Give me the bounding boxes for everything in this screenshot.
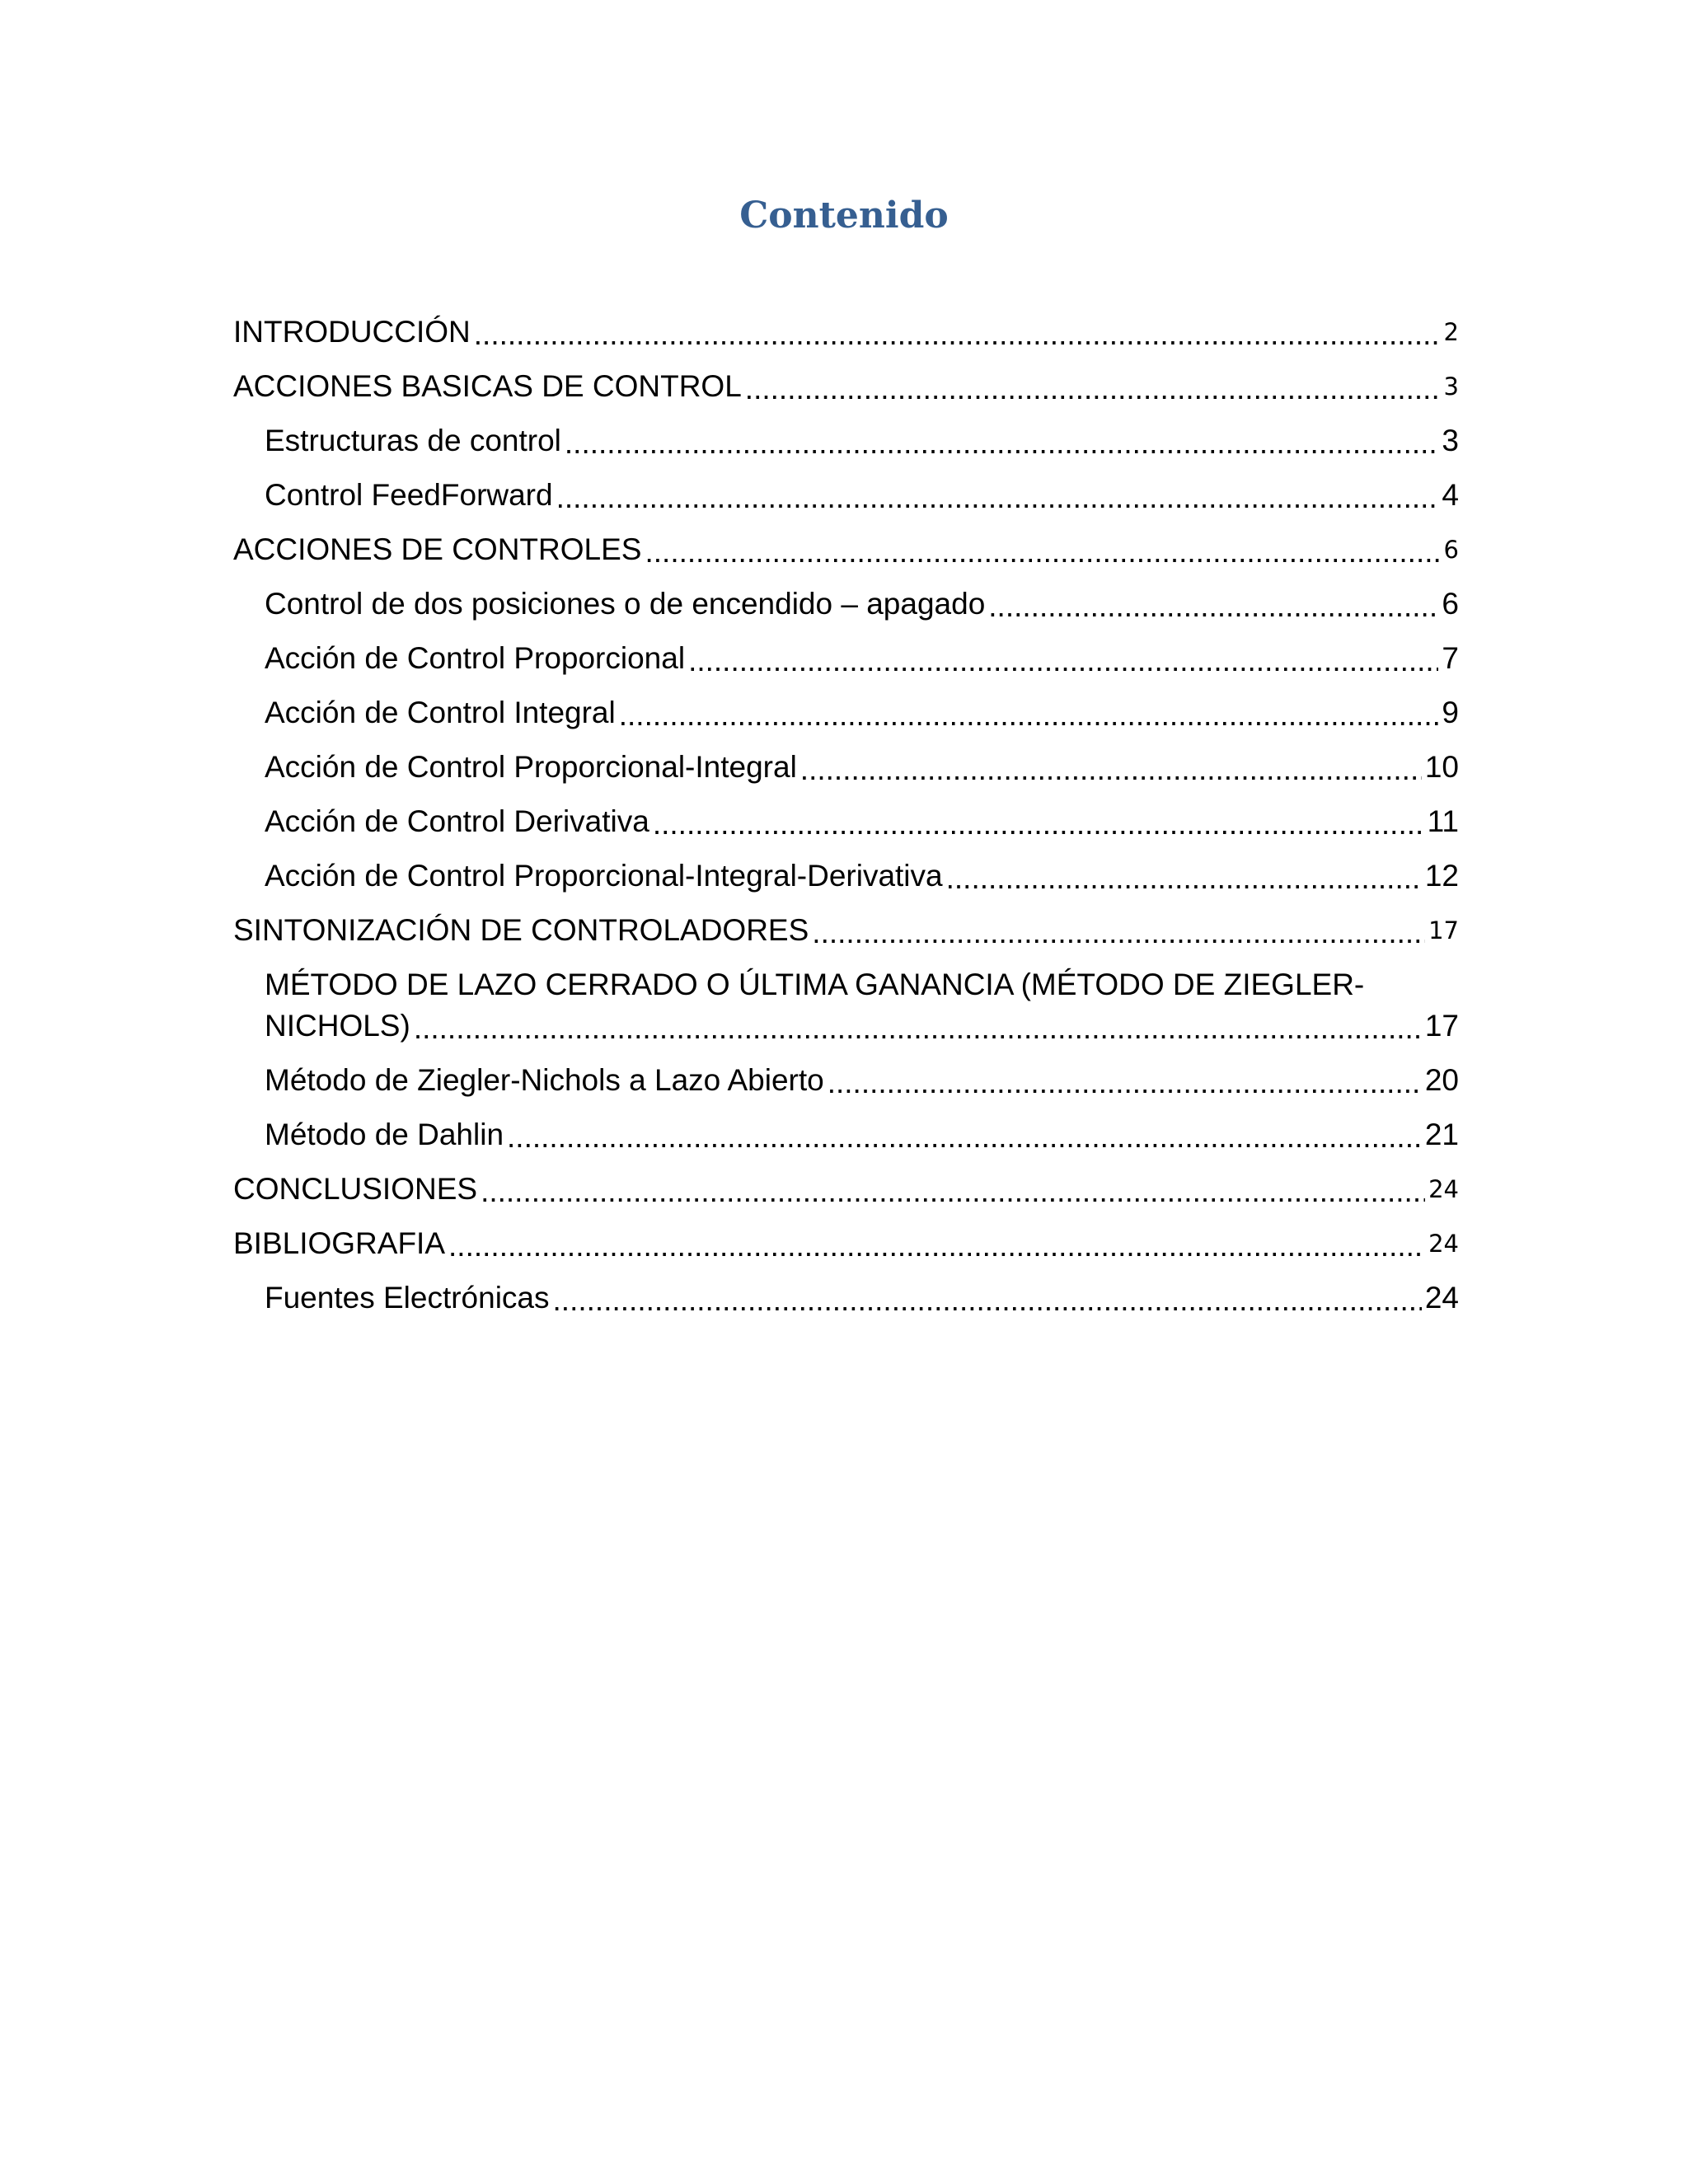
toc-entry-label: BIBLIOGRAFIA: [233, 1226, 446, 1260]
toc-entry-line2: [265, 1005, 1459, 1047]
toc-entry[interactable]: [233, 692, 1459, 733]
table-of-contents: [233, 312, 1459, 1332]
toc-entry[interactable]: [233, 312, 1459, 353]
toc-dot-leader: [653, 801, 1424, 842]
toc-page-number: 20: [1424, 1063, 1459, 1097]
toc-entry[interactable]: [233, 638, 1459, 679]
toc-entry[interactable]: [233, 801, 1459, 842]
toc-entry[interactable]: [233, 747, 1459, 788]
toc-entry[interactable]: [233, 420, 1459, 462]
toc-page-number: 17: [1424, 1009, 1459, 1043]
toc-entry-label: ACCIONES DE CONTROLES: [233, 532, 642, 566]
toc-page-number: 3: [1442, 424, 1459, 457]
toc-dot-leader: [745, 366, 1441, 407]
toc-entry-label: Control de dos posiciones o de encendido – apagado: [265, 587, 986, 621]
toc-entry[interactable]: [233, 1169, 1459, 1210]
toc-dot-leader: [946, 855, 1422, 897]
toc-dot-leader: [812, 910, 1425, 951]
toc-dot-leader: [688, 638, 1438, 679]
toc-page-number: 9: [1442, 696, 1459, 729]
toc-entry-label: Acción de Control Proporcional-Integral-Derivativa: [265, 859, 943, 893]
toc-entry-label: Acción de Control Proporcional: [265, 641, 686, 675]
toc-page-number: 21: [1424, 1118, 1459, 1151]
toc-dot-leader: [448, 1223, 1425, 1264]
toc-dot-leader: [828, 1060, 1422, 1101]
toc-entry[interactable]: [233, 1223, 1459, 1264]
toc-entry[interactable]: [233, 910, 1459, 951]
toc-page-number: 24: [1428, 1230, 1459, 1258]
toc-entry-label: Estructuras de control: [265, 424, 561, 457]
toc-entry[interactable]: [233, 964, 1459, 1047]
toc-dot-leader: [556, 475, 1439, 516]
toc-entry[interactable]: [233, 855, 1459, 897]
toc-dot-leader: [553, 1277, 1422, 1319]
toc-entry-label: SINTONIZACIÓN DE CONTROLADORES: [233, 913, 809, 947]
toc-entry-label: CONCLUSIONES: [233, 1172, 478, 1206]
toc-entry-label-line1: MÉTODO DE LAZO CERRADO O ÚLTIMA GANANCIA (MÉTODO DE ZIEGLER-: [265, 968, 1365, 1001]
toc-page-number: 11: [1427, 804, 1459, 838]
toc-entry[interactable]: [233, 366, 1459, 407]
toc-dot-leader: [481, 1169, 1425, 1210]
toc-entry[interactable]: [233, 1277, 1459, 1319]
toc-dot-leader: [565, 420, 1439, 462]
toc-entry-label: INTRODUCCIÓN: [233, 315, 471, 349]
toc-entry[interactable]: [233, 475, 1459, 516]
toc-entry[interactable]: [233, 583, 1459, 625]
toc-page-number: 3: [1443, 373, 1459, 401]
toc-page-number: 2: [1443, 318, 1459, 346]
toc-dot-leader: [619, 692, 1439, 733]
toc-entry-label: Método de Dahlin: [265, 1118, 504, 1151]
toc-entry-label: Fuentes Electrónicas: [265, 1281, 550, 1315]
page-title: Contenido: [739, 194, 949, 237]
toc-entry[interactable]: [233, 1114, 1459, 1155]
toc-page-number: 17: [1428, 916, 1459, 944]
toc-page-number: 10: [1424, 750, 1459, 784]
toc-page-number: 24: [1424, 1281, 1459, 1315]
toc-page-number: 6: [1443, 536, 1459, 564]
toc-dot-leader: [800, 747, 1422, 788]
toc-entry-label: Acción de Control Derivativa: [265, 804, 649, 838]
toc-entry[interactable]: [233, 1060, 1459, 1101]
toc-page-number: 24: [1428, 1175, 1459, 1203]
toc-entry[interactable]: [233, 529, 1459, 570]
toc-entry-label: ACCIONES BASICAS DE CONTROL: [233, 369, 742, 403]
toc-dot-leader: [507, 1114, 1422, 1155]
toc-dot-leader: [988, 583, 1438, 625]
toc-dot-leader: [474, 312, 1441, 353]
toc-entry-label: Método de Ziegler-Nichols a Lazo Abierto: [265, 1063, 824, 1097]
toc-page-number: 6: [1442, 587, 1459, 621]
toc-page-number: 12: [1424, 859, 1459, 893]
toc-dot-leader: [414, 1005, 1422, 1047]
toc-entry-label-line2: NICHOLS): [265, 1009, 410, 1043]
toc-entry-label: Acción de Control Proporcional-Integral: [265, 750, 797, 784]
toc-entry-label: Control FeedForward: [265, 478, 553, 512]
toc-entry-label: Acción de Control Integral: [265, 696, 616, 729]
toc-page-number: 7: [1442, 641, 1459, 675]
toc-dot-leader: [645, 529, 1440, 570]
toc-page-number: 4: [1442, 478, 1459, 512]
